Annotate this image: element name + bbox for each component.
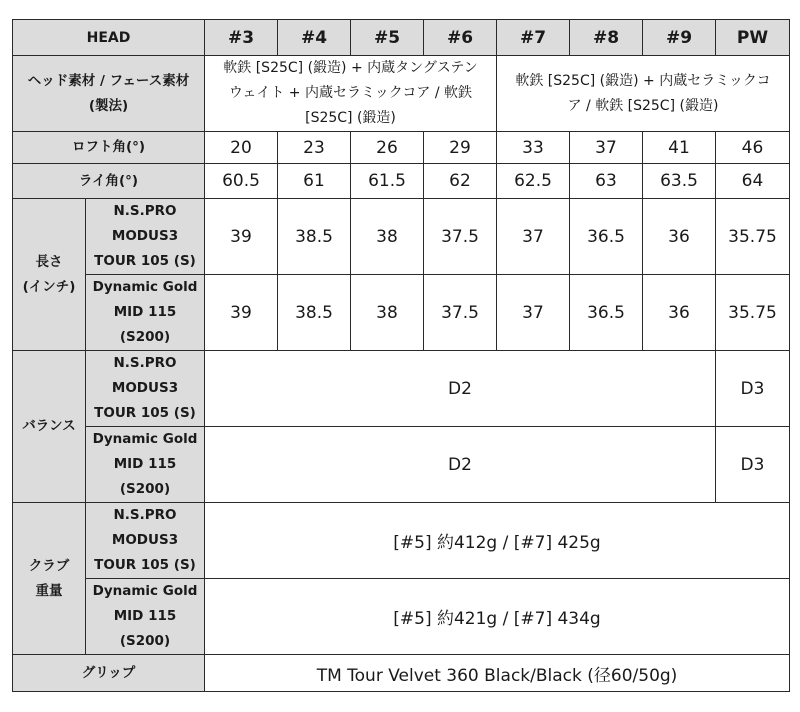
- weight-row-modus: [13, 503, 790, 579]
- material-group-a: 軟鉄 [S25C] (鍛造) + 内蔵タングステン ウェイト + 内蔵セラミックコア / 軟鉄 [S25C] (鍛造): [205, 56, 497, 132]
- length-value: 38: [351, 275, 424, 351]
- balance-iron-value: D2: [205, 427, 716, 503]
- lie-value: 61: [278, 164, 351, 199]
- balance-label: バランス: [13, 351, 86, 503]
- grip-row: [13, 655, 790, 692]
- length-value: 39: [205, 275, 278, 351]
- loft-value: 20: [205, 132, 278, 164]
- length-value: 39: [205, 199, 278, 275]
- shaft-name: Dynamic Gold MID 115 (S200): [86, 427, 205, 503]
- weight-label: クラブ 重量: [13, 503, 86, 655]
- balance-pw-value: D3: [716, 427, 790, 503]
- length-value: 38: [351, 199, 424, 275]
- loft-value: 23: [278, 132, 351, 164]
- loft-value: 26: [351, 132, 424, 164]
- column-header-8: #8: [570, 20, 643, 56]
- shaft-name: N.S.PRO MODUS3 TOUR 105 (S): [86, 351, 205, 427]
- balance-iron-value: D2: [205, 351, 716, 427]
- length-row-dg: [13, 275, 790, 351]
- lie-value: 64: [716, 164, 790, 199]
- weight-value: [#5] 約412g / [#7] 425g: [205, 503, 790, 579]
- length-value: 38.5: [278, 199, 351, 275]
- material-label: ヘッド素材 / フェース素材 (製法): [13, 56, 205, 132]
- header-row: [13, 20, 790, 56]
- shaft-name: Dynamic Gold MID 115 (S200): [86, 275, 205, 351]
- column-header-5: #5: [351, 20, 424, 56]
- length-value: 36.5: [570, 275, 643, 351]
- loft-value: 41: [643, 132, 716, 164]
- balance-row-dg: [13, 427, 790, 503]
- length-value: 35.75: [716, 275, 790, 351]
- shaft-name: N.S.PRO MODUS3 TOUR 105 (S): [86, 503, 205, 579]
- length-value: 36: [643, 199, 716, 275]
- lie-value: 62.5: [497, 164, 570, 199]
- length-value: 37.5: [424, 275, 497, 351]
- column-header-6: #6: [424, 20, 497, 56]
- weight-row-dg: [13, 579, 790, 655]
- loft-value: 37: [570, 132, 643, 164]
- column-header-pw: PW: [716, 20, 790, 56]
- shaft-name: N.S.PRO MODUS3 TOUR 105 (S): [86, 199, 205, 275]
- loft-row: [13, 132, 790, 164]
- length-row-modus: [13, 199, 790, 275]
- column-header-3: #3: [205, 20, 278, 56]
- length-value: 37.5: [424, 199, 497, 275]
- column-header-7: #7: [497, 20, 570, 56]
- column-header-9: #9: [643, 20, 716, 56]
- length-label: 長さ (インチ): [13, 199, 86, 351]
- loft-value: 33: [497, 132, 570, 164]
- material-group-b: 軟鉄 [S25C] (鍛造) + 内蔵セラミックコ ア / 軟鉄 [S25C] (鍛造): [497, 56, 790, 132]
- shaft-name: Dynamic Gold MID 115 (S200): [86, 579, 205, 655]
- grip-value: TM Tour Velvet 360 Black/Black (径60/50g): [205, 655, 790, 692]
- lie-row: [13, 164, 790, 199]
- length-value: 36: [643, 275, 716, 351]
- balance-row-modus: [13, 351, 790, 427]
- head-label: HEAD: [13, 20, 205, 56]
- lie-value: 63.5: [643, 164, 716, 199]
- column-header-4: #4: [278, 20, 351, 56]
- spec-table: [12, 19, 790, 692]
- loft-label: ロフト角(°): [13, 132, 205, 164]
- lie-label: ライ角(°): [13, 164, 205, 199]
- balance-pw-value: D3: [716, 351, 790, 427]
- length-value: 35.75: [716, 199, 790, 275]
- lie-value: 61.5: [351, 164, 424, 199]
- length-value: 38.5: [278, 275, 351, 351]
- lie-value: 60.5: [205, 164, 278, 199]
- length-value: 37: [497, 275, 570, 351]
- weight-value: [#5] 約421g / [#7] 434g: [205, 579, 790, 655]
- loft-value: 46: [716, 132, 790, 164]
- material-row: [13, 56, 790, 132]
- loft-value: 29: [424, 132, 497, 164]
- grip-label: グリップ: [13, 655, 205, 692]
- length-value: 37: [497, 199, 570, 275]
- lie-value: 62: [424, 164, 497, 199]
- length-value: 36.5: [570, 199, 643, 275]
- lie-value: 63: [570, 164, 643, 199]
